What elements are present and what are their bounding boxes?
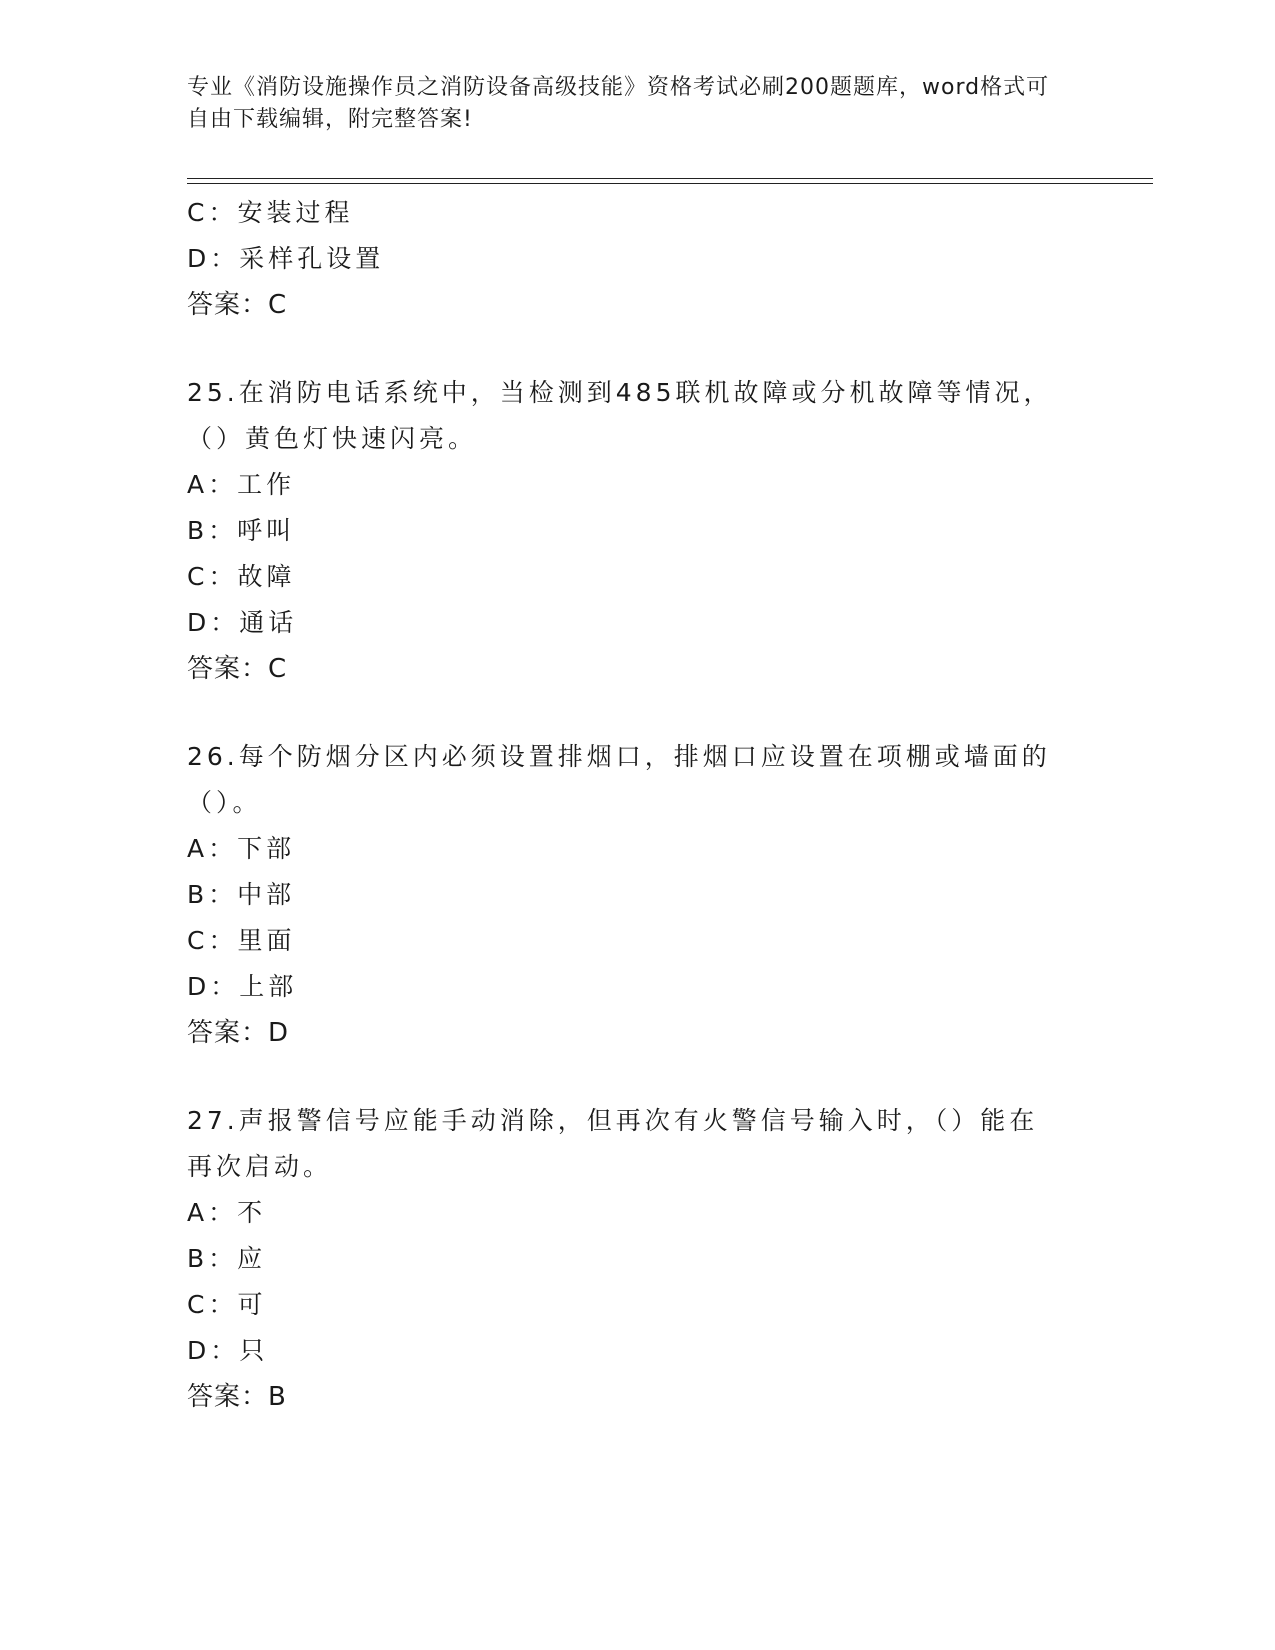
option-c: C：里面 [187,926,296,955]
option-d: D：只 [187,1336,269,1365]
option-d: D：采样孔设置 [187,244,385,273]
option-c: C：可 [187,1290,267,1319]
question-text: 27.声报警信号应能手动消除，但再次有火警信号输入时，（）能在再次启动。 [187,1106,1039,1181]
question-26 [187,734,1087,1056]
question-27 [187,1098,1087,1420]
option-c: C：故障 [187,562,296,591]
answer-line: 答案：D [187,1018,290,1048]
header-rule-bottom [187,183,1153,184]
option-a: A：工作 [187,470,296,499]
option-b: B：呼叫 [187,516,296,545]
option-d: D：上部 [187,972,298,1001]
answer-line: 答案：B [187,1382,287,1412]
question-text: 26.每个防烟分区内必须设置排烟口，排烟口应设置在项棚或墙面的（）。 [187,742,1051,817]
option-c: C：安装过程 [187,198,354,227]
answer-line: 答案：C [187,654,288,684]
answer-line: 答案：C [187,290,288,320]
option-b: B：应 [187,1244,267,1273]
option-d: D：通话 [187,608,298,637]
header-rule-top [187,178,1153,179]
document-header: 专业《消防设施操作员之消防设备高级技能》资格考试必刷200题题库，word格式可自由下载编辑，附完整答案! [187,75,1050,132]
question-24-tail [187,190,1087,328]
option-b: B：中部 [187,880,296,909]
question-list [187,190,1087,1420]
question-text: 25.在消防电话系统中，当检测到485联机故障或分机故障等情况，（）黄色灯快速闪亮。 [187,378,1053,453]
question-25 [187,370,1087,692]
option-a: A：不 [187,1198,267,1227]
option-a: A：下部 [187,834,296,863]
